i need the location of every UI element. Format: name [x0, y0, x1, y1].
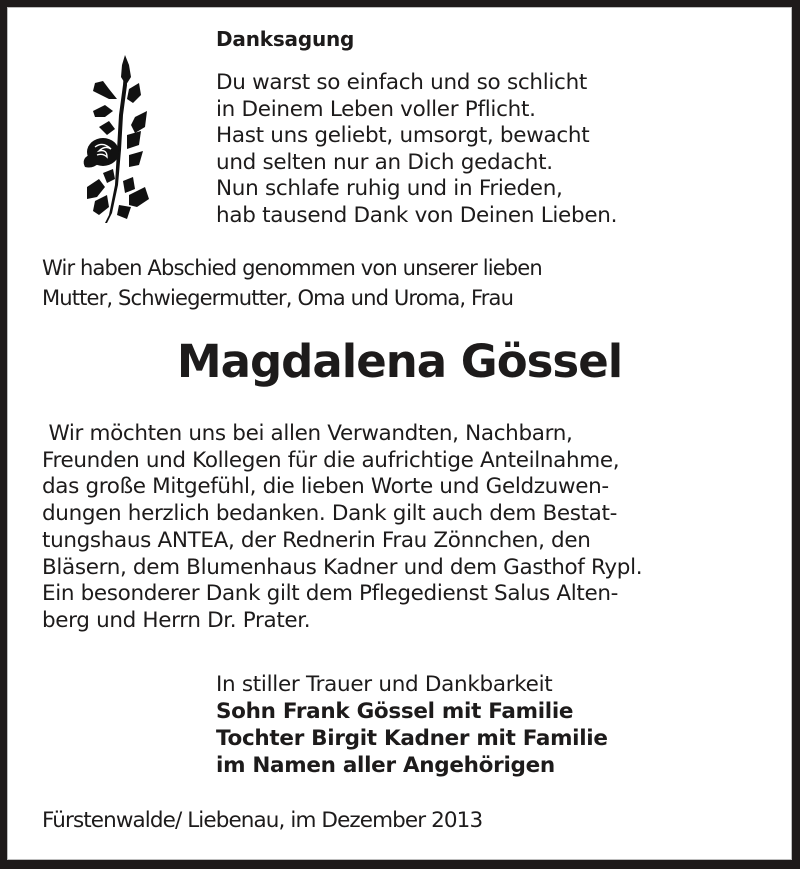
intro-text — [42, 254, 542, 314]
paragraph-line: Freunden und Kollegen für die aufrichtige Anteilnahme, — [42, 447, 620, 473]
signature-intro: In stiller Trauer und Dankbarkeit — [216, 672, 553, 697]
paragraph-line: tungshaus ANTEA, der Rednerin Frau Zönnchen, den — [42, 527, 591, 553]
signature-name: Tochter Birgit Kadner mit Familie — [216, 726, 608, 751]
intro-line: Mutter, Schwiegermutter, Oma und Uroma, Frau — [42, 286, 514, 311]
poem — [216, 70, 617, 230]
notice-heading: Danksagung — [216, 27, 355, 51]
intro-line: Wir haben Abschied genommen von unserer lieben — [42, 256, 542, 281]
place-date: Fürstenwalde/ Liebenau, im Dezember 2013 — [42, 808, 483, 833]
poem-line: hab tausend Dank von Deinen Lieben. — [216, 202, 618, 228]
rose-icon — [79, 55, 155, 225]
poem-line: und selten nur an Dich gedacht. — [216, 149, 553, 175]
poem-line: Nun schlafe ruhig und in Frieden, — [216, 176, 563, 202]
paragraph-line: Wir möchten uns bei allen Verwandten, Nachbarn, — [42, 421, 573, 446]
poem-line: Du warst so einfach und so schlicht — [216, 70, 588, 95]
paragraph-line: das große Mitgefühl, die lieben Worte und Geldzuwen- — [42, 474, 609, 500]
paragraph-line: Bläsern, dem Blumenhaus Kadner und dem Gasthof Rypl. — [42, 554, 643, 580]
paragraph-line: dungen herzlich bedanken. Dank gilt auch dem Bestat- — [42, 501, 617, 527]
paragraph-line: berg und Herrn Dr. Prater. — [42, 607, 311, 633]
thanks-paragraph — [42, 421, 642, 635]
signature-name: Sohn Frank Gössel mit Familie — [216, 699, 574, 724]
signature-block — [216, 671, 608, 779]
signature-name: im Namen aller Angehörigen — [216, 753, 555, 778]
poem-line: Hast uns geliebt, umsorgt, bewacht — [216, 123, 590, 149]
paragraph-line: Ein besonderer Dank gilt dem Pflegedienst Salus Alten- — [42, 581, 619, 607]
poem-line: in Deinem Leben voller Pflicht. — [216, 96, 536, 122]
obituary-notice — [7, 7, 792, 860]
deceased-name: Magdalena Gössel — [176, 335, 623, 388]
